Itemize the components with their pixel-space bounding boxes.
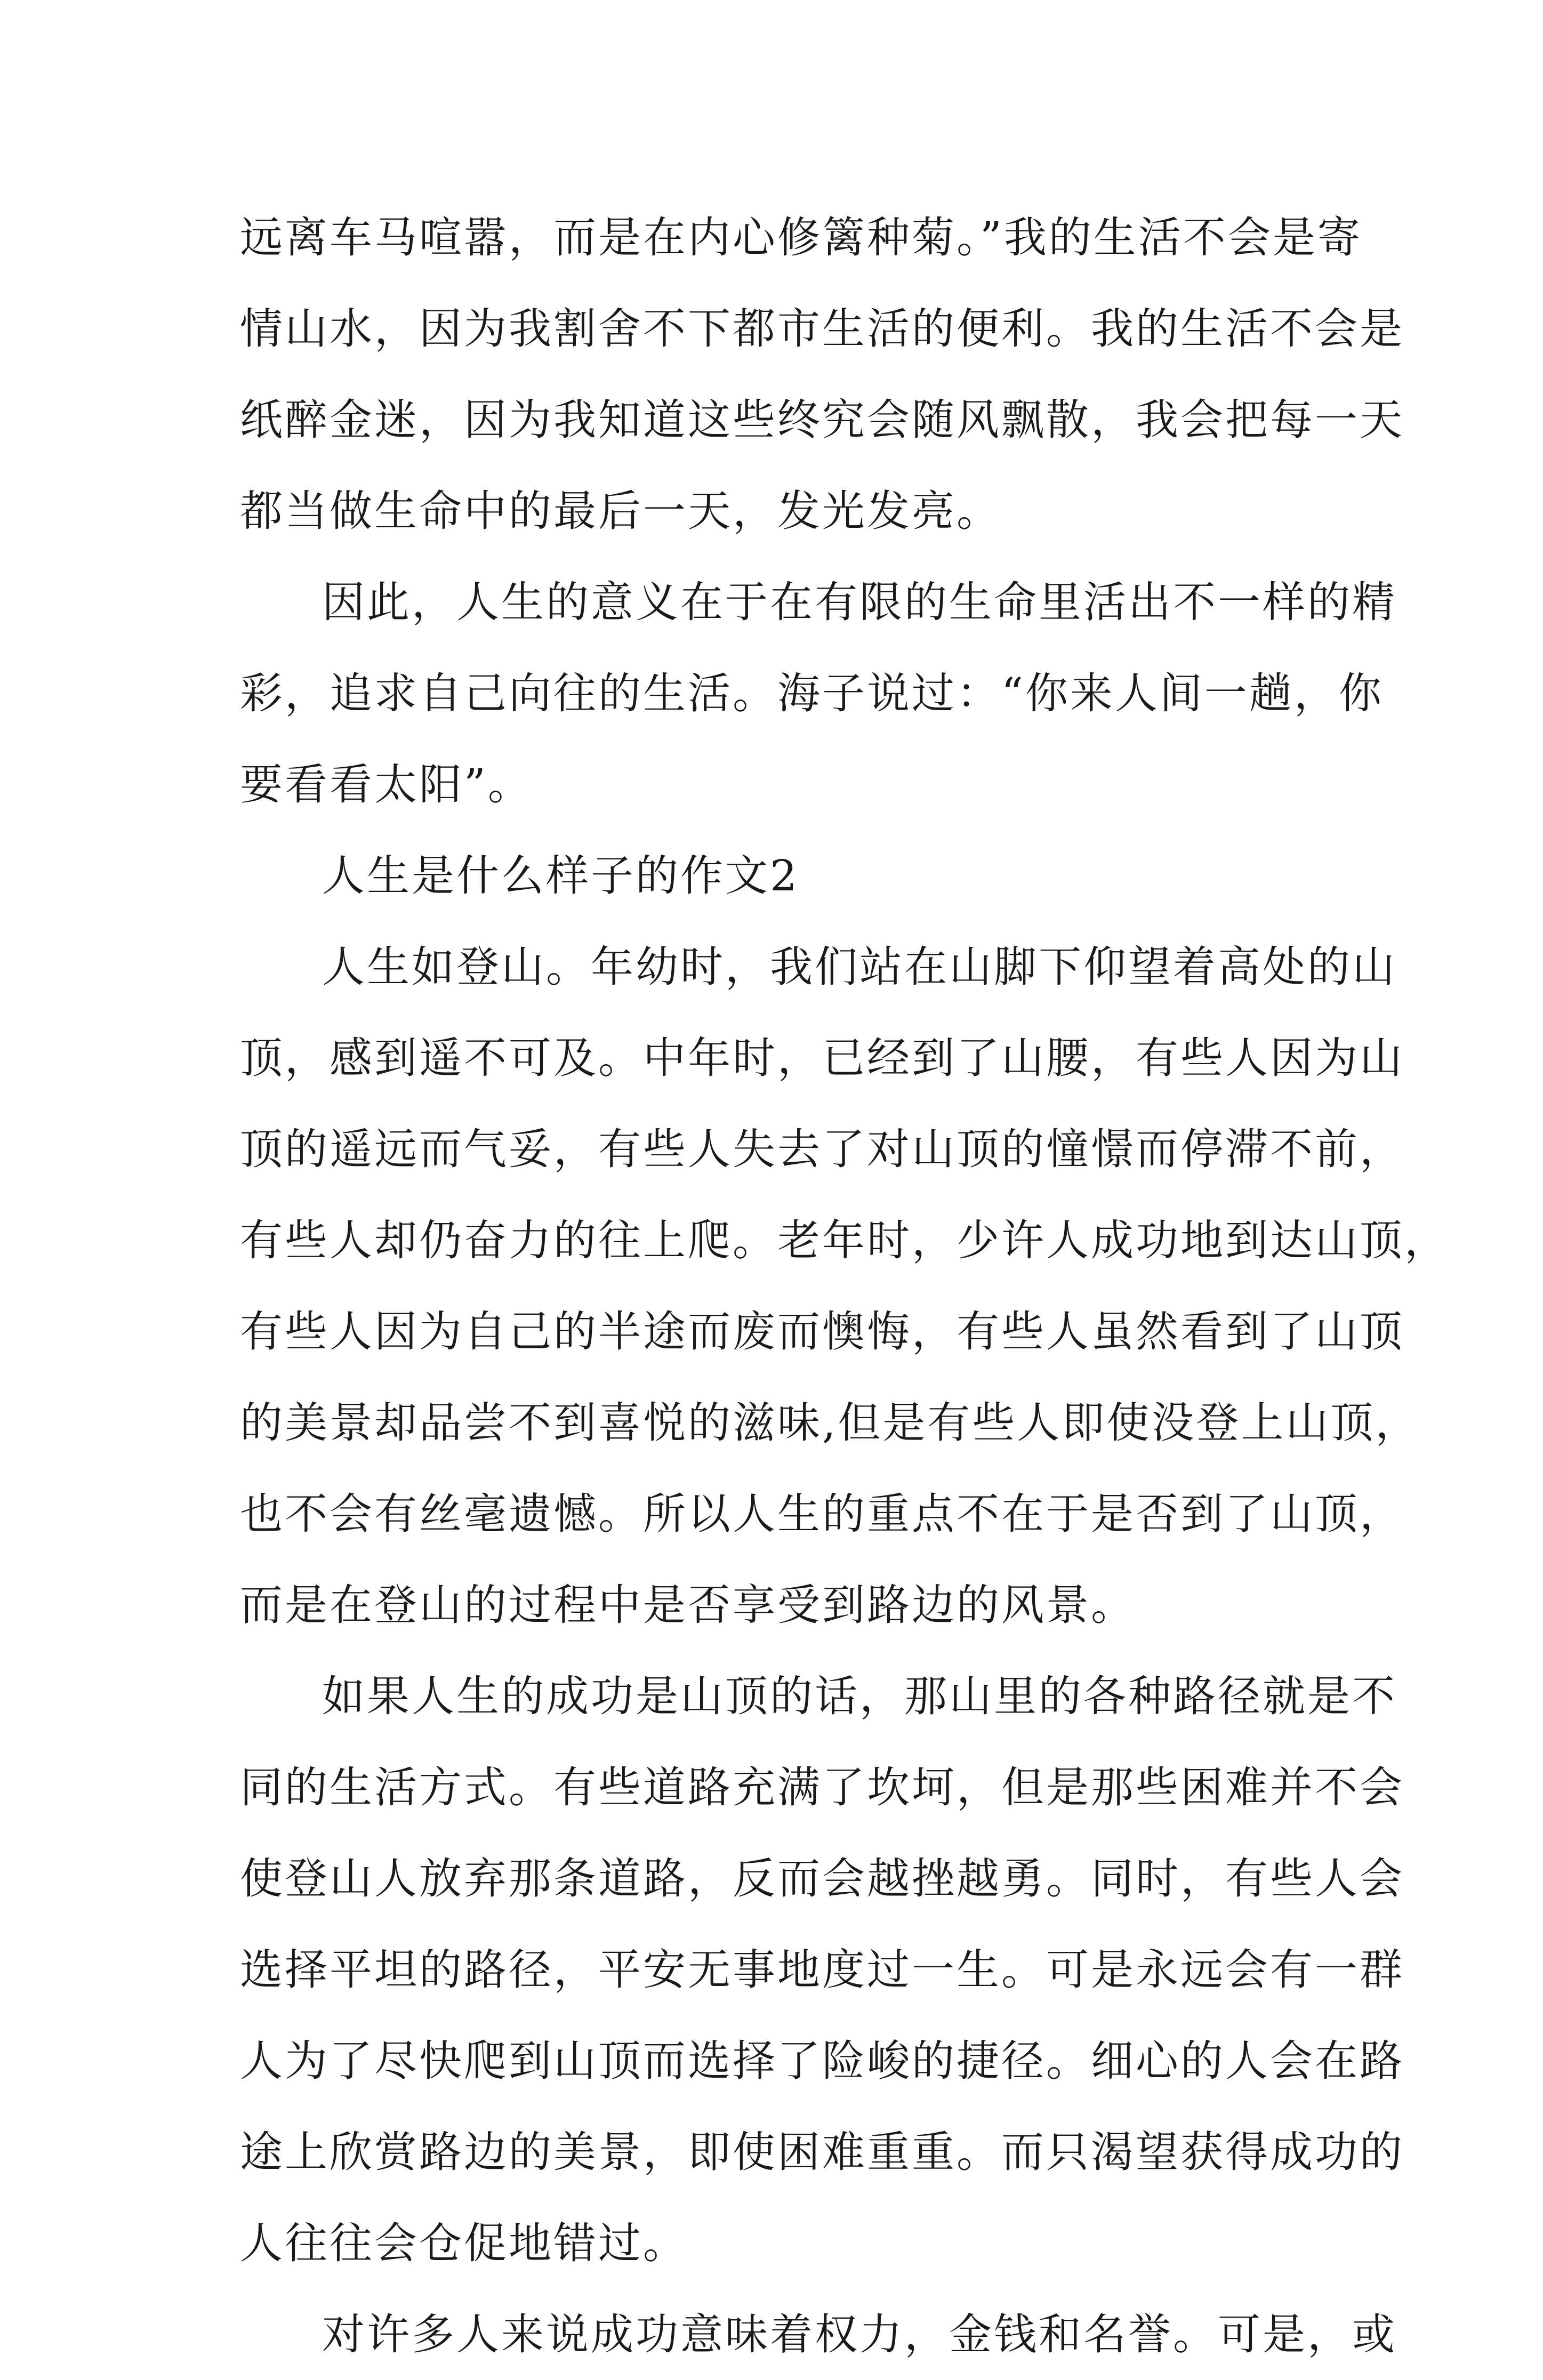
paragraph-line: 顶，感到遥不可及。中年时，已经到了山腰，有些人因为山 <box>240 1033 1404 1083</box>
paragraph-line: 选择平坦的路径，平安无事地度过一生。可是永远会有一群 <box>240 1945 1404 1995</box>
paragraph-line: 如果人生的成功是山顶的话，那山里的各种路径就是不 <box>322 1671 1397 1721</box>
paragraph-line: 顶的遥远而气妥，有些人失去了对山顶的憧憬而停滞不前， <box>240 1124 1404 1174</box>
paragraph-line: 同的生活方式。有些道路充满了坎坷，但是那些困难并不会 <box>240 1763 1404 1812</box>
paragraph-line: 因此，人生的意义在于在有限的生命里活出不一样的精 <box>322 577 1397 627</box>
paragraph-line: 途上欣赏路边的美景，即使困难重重。而只渴望获得成功的 <box>240 2127 1404 2177</box>
paragraph-line: 都当做生命中的最后一天，发光发亮。 <box>240 486 1001 536</box>
paragraph-line: 纸醉金迷，因为我知道这些终究会随风飘散，我会把每一天 <box>240 395 1404 445</box>
paragraph-line: 使登山人放弃那条道路，反而会越挫越勇。同时，有些人会 <box>240 1854 1404 1903</box>
paragraph-line: 有些人因为自己的半途而废而懊悔，有些人虽然看到了山顶 <box>240 1307 1404 1356</box>
paragraph-line: 要看看太阳”。 <box>240 760 533 809</box>
paragraph-line: 人生如登山。年幼时，我们站在山脚下仰望着高处的山 <box>322 942 1397 992</box>
paragraph-line: 彩，追求自己向往的生活。海子说过：“你来人间一趟，你 <box>240 669 1384 718</box>
section-heading: 人生是什么样子的作文2 <box>322 851 799 900</box>
paragraph-line: 人为了尽快爬到山顶而选择了险峻的捷径。细心的人会在路 <box>240 2036 1404 2086</box>
paragraph-line: 的美景却品尝不到喜悦的滋味,但是有些人即使没登上山顶， <box>240 1398 1420 1448</box>
paragraph-line: 远离车马喧嚣，而是在内心修篱种菊。”我的生活不会是寄 <box>240 213 1362 262</box>
essay-body <box>240 192 1449 2380</box>
paragraph-line: 而是在登山的过程中是否享受到路边的风景。 <box>240 1580 1136 1630</box>
paragraph-line: 情山水，因为我割舍不下都市生活的便利。我的生活不会是 <box>240 304 1404 353</box>
paragraph-line: 人往往会仓促地错过。 <box>240 2218 688 2268</box>
paragraph-line: 也不会有丝毫遗憾。所以人生的重点不在于是否到了山顶， <box>240 1489 1404 1539</box>
paragraph-line: 有些人却仍奋力的往上爬。老年时，少许人成功地到达山顶， <box>240 1216 1449 1265</box>
paragraph-line: 对许多人来说成功意味着权力，金钱和名誉。可是，或 <box>322 2310 1397 2359</box>
